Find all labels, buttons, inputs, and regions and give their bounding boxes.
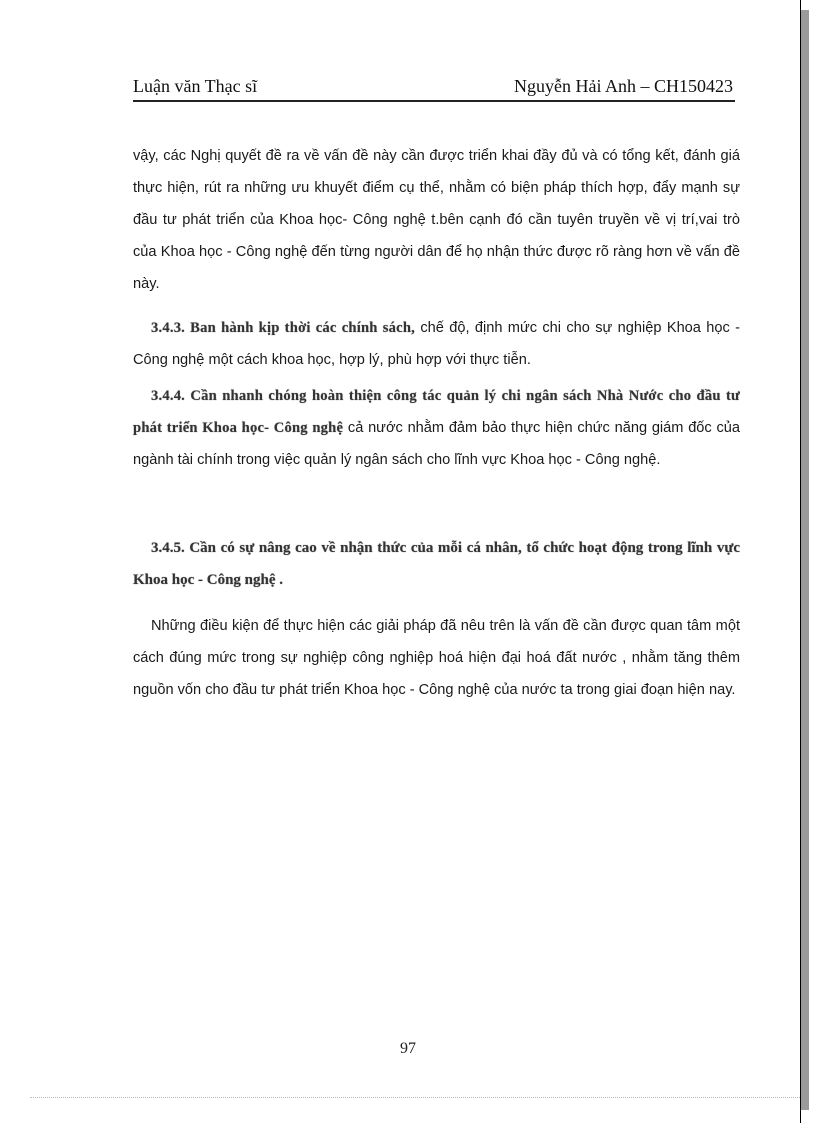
page-bottom-dotted-line [30, 1097, 800, 1098]
header-thesis-type: Luận văn Thạc sĩ [133, 76, 258, 96]
header-rule [133, 100, 735, 102]
section-3-4-4-lead: 3.4.4. Cần nhanh chóng hoàn thiện công tác quản lý chi ngân sách Nhà Nước cho đầu tư phát triển Khoa học- Công nghệ [133, 388, 740, 436]
paragraph-3-4-4 [133, 380, 740, 476]
header-author: Nguyễn Hải Anh – CH150423 [514, 76, 733, 96]
paragraph-3-4-3 [133, 312, 740, 376]
section-3-4-5-heading-text: 3.4.5. Cần có sự nâng cao về nhận thức của mỗi cá nhân, tổ chức hoạt động trong lĩnh vực Khoa học - Công nghệ . [133, 540, 740, 588]
page-shadow [801, 10, 809, 1110]
paragraph-continuation: vậy, các Nghị quyết đề ra về vấn đề này cần được triển khai đầy đủ và có tổng kết, đánh giá thực hiện, rút ra những ưu khuyết điểm cụ thể, nhằm có biện pháp thích hợp, đẩy mạnh sự đầu tư phát triển của Khoa học- Công nghệ t.bên cạnh đó cần tuyên truyền về vị trí,vai trò của Khoa học - Công nghệ đến từng người dân để họ nhận thức được rõ ràng hơn về vấn đề này. [133, 148, 740, 292]
section-3-4-4-text: cả nước nhằm đảm bảo thực hiện chức năng giám đốc của ngành tài chính trong việc quản lý ngân sách cho lĩnh vực Khoa học - Công nghệ. [133, 420, 741, 468]
page-number: 97 [400, 1040, 416, 1057]
section-3-4-3-text: chế độ, định mức chi cho sự nghiệp Khoa học - Công nghệ một cách khoa học, hợp lý, phù hợp với thực tiễn. [133, 320, 741, 368]
section-3-4-3-lead: 3.4.3. Ban hành kịp thời các chính sách, [151, 320, 415, 336]
paragraph-conclusion: Những điều kiện để thực hiện các giải pháp đã nêu trên là vấn đề cần được quan tâm một cách đúng mức trong sự nghiệp công nghiệp hoá hiện đại hoá đất nước , nhằm tăng thêm nguồn vốn cho đầu tư phát triển Khoa học - Công nghệ của nước ta trong giai đoạn hiện nay. [133, 618, 740, 698]
page-header [133, 76, 733, 102]
section-3-4-5-heading [133, 532, 740, 596]
